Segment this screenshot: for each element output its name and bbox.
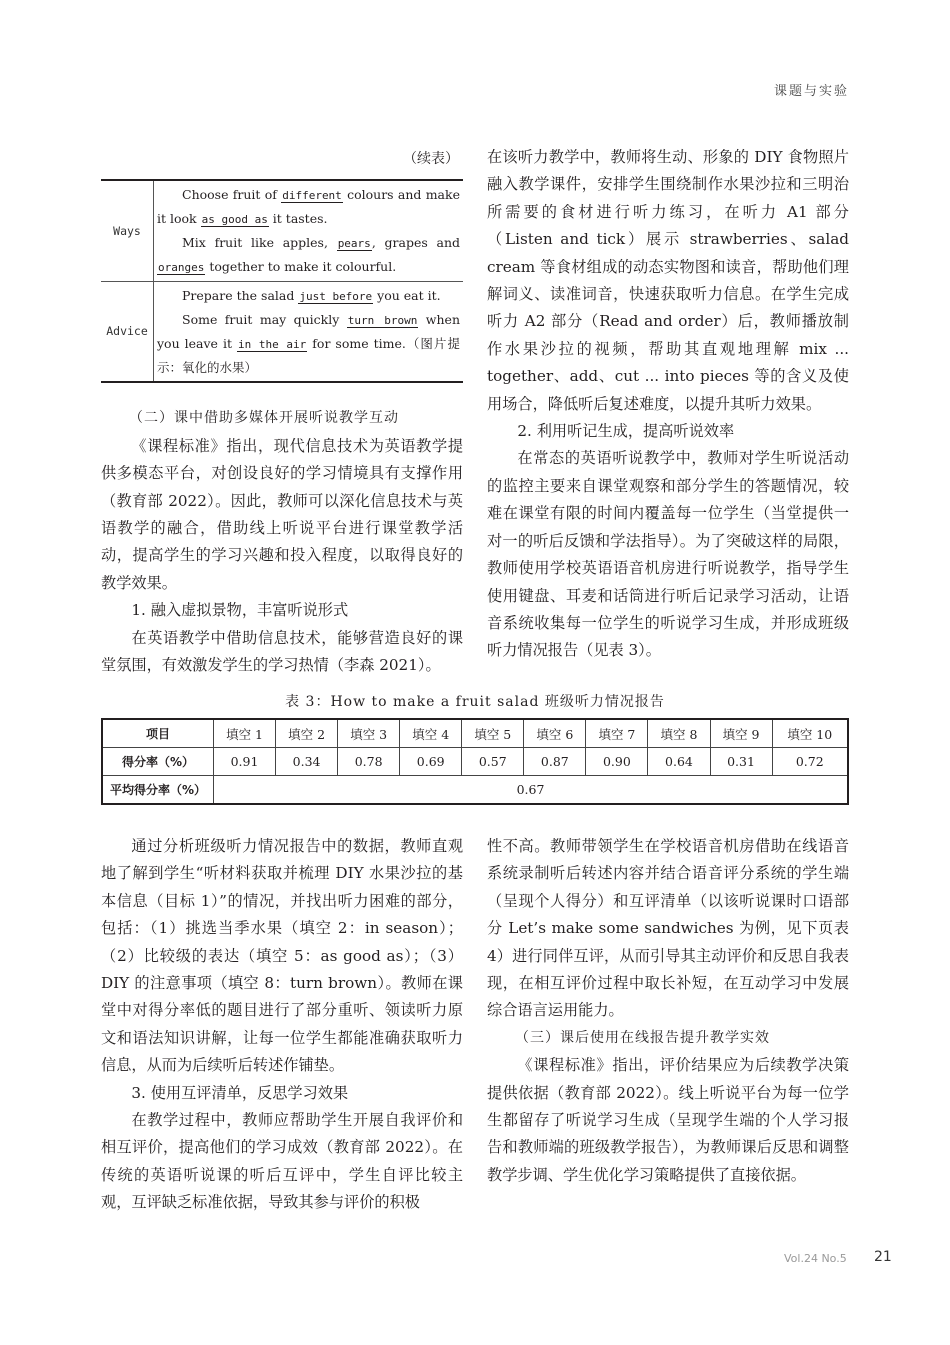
score-cell: 0.90 [586,748,648,776]
table3-caption: 表 3：How to make a fruit salad 班级听力情况报告 [285,694,665,710]
ways-advice-table [101,179,463,383]
table-continued-caption: （续表） [403,151,459,167]
score-cell: 0.57 [462,748,524,776]
right-column-bottom [487,833,849,1189]
blank-answer: as good as [201,213,268,227]
table-header-row [102,719,848,748]
score-cell: 0.31 [710,748,772,776]
table-row [101,180,463,282]
column-header: 填空 3 [338,719,400,748]
subsection-heading-1: 1. 融入虚拟景物，丰富听说形式 [131,601,349,620]
column-header: 填空 2 [276,719,338,748]
table-row [102,748,848,776]
advice-content: Prepare the salad just before you eat it. Some fruit may quickly turn brown when you leave it in the air for some time.（图片提示：氧化的水果） [154,282,464,383]
section-heading-3: （三）课后使用在线报告提升教学实效 [515,1029,770,1046]
blank-answer: turn brown [347,314,418,328]
running-header: 课题与实验 [773,84,849,99]
paragraph: 在常态的英语听说教学中，教师对学生听说活动的监控主要来自课堂观察和部分学生的答题情况，较难在课堂有限的时间内覆盖每一位学生（当堂提供一对一的听后反馈和学法指导）。为了突破这样的局限，教师使用学校英语语音机房进行听说教学，指导学生使用键盘、耳麦和话筒进行听后记录学习活动，让语音系统收集每一位学生的听说学习生成，并形成班级听力情况报告（见表 3）。 [487,449,849,660]
average-label: 平均得分率（%） [102,776,214,805]
right-column-top [487,144,849,665]
blank-answer: in the air [237,338,307,352]
column-header: 填空 1 [214,719,276,748]
paragraph: 《课程标准》指出，现代信息技术为英语教学提供多模态平台，对创设良好的学习情境具有支撑作用（教育部 2022）。因此，教师可以深化信息技术与英语教学的融合，借助线上听说平台进行课堂教学活动，提高学生的学习兴趣和投入程度，以取得良好的教学效果。 [101,436,463,592]
table-row [102,776,848,805]
column-header: 填空 9 [710,719,772,748]
paragraph: 在教学过程中，教师应帮助学生开展自我评价和相互评价，提高他们的学习成效（教育部 2022）。在传统的英语听说课的听后互评中，学生自评比较主观，互评缺乏标准依据，导致其参与评价的积极 [101,1111,463,1212]
score-cell: 0.72 [772,748,848,776]
score-cell: 0.78 [338,748,400,776]
left-column-top [101,146,463,679]
table-row [101,282,463,383]
column-header: 填空 5 [462,719,524,748]
paragraph: 《课程标准》指出，评价结果应为后续教学决策提供依据（教育部 2022）。线上听说平台为每一位学生都留存了听说学习生成（呈现学生端的个人学习报告和教师端的班级教学报告），为教师课后反思和调整教学步调、学生优化学习策略提供了直接依据。 [487,1056,849,1184]
subsection-heading-2: 2. 利用听记生成，提高听说效率 [517,422,735,441]
column-header: 填空 7 [586,719,648,748]
score-label: 得分率（%） [102,748,214,776]
paragraph: 通过分析班级听力情况报告中的数据，教师直观地了解到学生“听材料获取并梳理 DIY 水果沙拉的基本信息（目标 1）”的情况，并找出听力困难的部分，包括：（1）挑选当季水果（填空 2：in season）；（2）比较级的表达（填空 5：as good as）；（3）DIY 的注意事项（填空 8：turn brown）。教师在课堂中对得分率低的题目进行了部分重听、领读听力原文和语法知识讲解，让每一位学生都能准确获取听力信息，从而为后续听后转述作铺垫。 [101,837,463,1075]
paragraph: 性不高。教师带领学生在学校语音机房借助在线语音系统录制听后转述内容并结合语音评分系统的学生端（呈现个人得分）和互评清单（以该听说课时口语部分 Let’s make some sandwiches 为例，见下页表 4）进行同伴互评，从而引导其主动评价和反思自我表现，在相互评价过程中取长补短，在互动学习中发展综合语言运用能力。 [487,837,849,1020]
column-header: 填空 6 [524,719,586,748]
column-header: 填空 4 [400,719,462,748]
average-value: 0.67 [214,776,849,805]
blank-answer: just before [299,290,373,304]
ways-content: Choose fruit of different colours and make it look as good as it tastes. Mix fruit like apples, pears, grapes and oranges together to make it colourful. [154,180,464,282]
row-label-ways: Ways [101,180,154,282]
blank-answer: different [282,189,342,203]
section-heading-2: （二）课中借助多媒体开展听说教学互动 [129,410,399,427]
left-column-bottom [101,833,463,1217]
blank-answer: oranges [158,261,205,275]
subsection-heading-3: 3. 使用互评清单，反思学习效果 [131,1083,349,1102]
score-cell: 0.64 [648,748,710,776]
blank-answer: pears [337,237,371,251]
volume-info: Vol.24 No.5 [784,1252,847,1265]
score-cell: 0.91 [214,748,276,776]
score-cell: 0.34 [276,748,338,776]
row-label-advice: Advice [101,282,154,383]
column-header: 填空 10 [772,719,848,748]
page-number: 21 [874,1249,892,1265]
score-cell: 0.87 [524,748,586,776]
column-header: 填空 8 [648,719,710,748]
paragraph: 在英语教学中借助信息技术，能够营造良好的课堂氛围，有效激发学生的学习热情（李森 2021）。 [101,628,463,675]
header-label: 项目 [102,719,214,748]
table3 [101,718,849,805]
score-cell: 0.69 [400,748,462,776]
paragraph: 在该听力教学中，教师将生动、形象的 DIY 食物照片融入教学课件，安排学生围绕制作水果沙拉和三明治所需要的食材进行听力练习，在听力 A1 部分（Listen and tick）展示 strawberries、salad cream 等食材组成的动态实物图和读音，帮助他们理解词义、读准词音，快速获取听力信息。在学生完成听力 A2 部分（Read and order）后，教师播放制作水果沙拉的视频，帮助其直观地理解 mix ... together、add、cut ... into pieces 等的含义及使用场合，降低听后复述难度，以提升其听力效果。 [487,148,849,413]
